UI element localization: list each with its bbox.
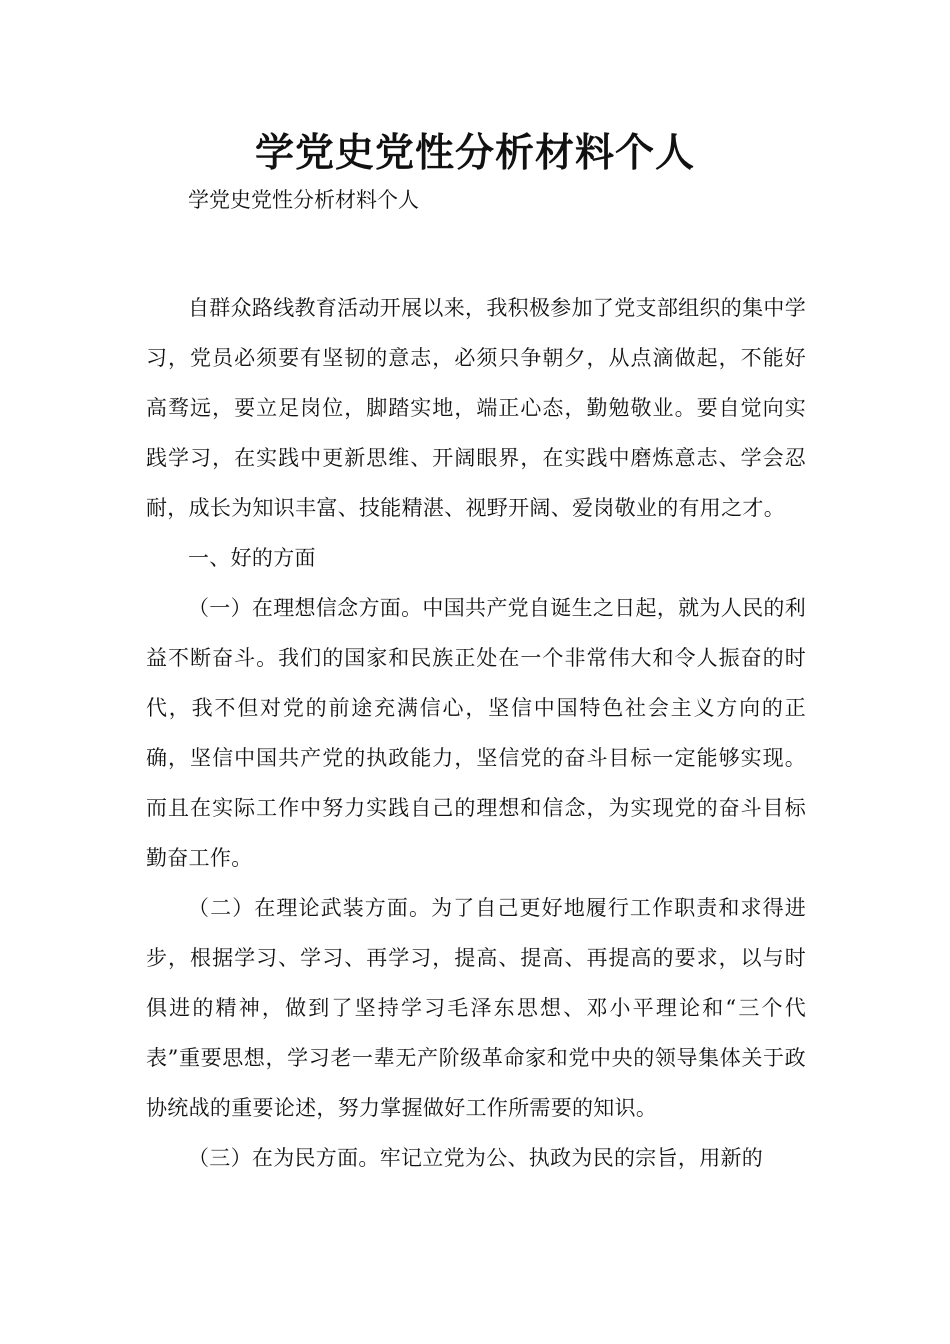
document-subtitle: 学党史党性分析材料个人 — [188, 188, 419, 212]
section-heading-good-aspects: 一、好的方面 — [188, 546, 316, 570]
paragraph-theory: （二）在理论武装方面。为了自己更好地履行工作职责和求得进步，根据学习、学习、再学习，提高、提高、再提高的要求，以与时俱进的精神，做到了坚持学习毛泽东思想、邓小平理论和“三个代表”重要思想，学习老一辈无产阶级革命家和党中央的领导集体关于政协统战的重要论述，努力掌握做好工作所需要的知识。 — [146, 896, 806, 1120]
paragraph-serving-people: （三）在为民方面。牢记立党为公、执政为民的宗旨，用新的 — [188, 1146, 764, 1170]
paragraph-intro: 自群众路线教育活动开展以来，我积极参加了党支部组织的集中学习，党员必须要有坚韧的意志，必须只争朝夕，从点滴做起，不能好高骛远，要立足岗位，脚踏实地，端正心态，勤勉敬业。要自觉向实践学习，在实践中更新思维、开阔眼界，在实践中磨炼意志、学会忍耐，成长为知识丰富、技能精湛、视野开阔、爱岗敬业的有用之才。 — [146, 296, 806, 520]
document-body — [146, 283, 806, 1183]
document-title: 学党史党性分析材料个人 — [254, 131, 695, 176]
paragraph-ideals-beliefs: （一）在理想信念方面。中国共产党自诞生之日起，就为人民的利益不断奋斗。我们的国家和民族正处在一个非常伟大和令人振奋的时代，我不但对党的前途充满信心，坚信中国特色社会主义方向的正确，坚信中国共产党的执政能力，坚信党的奋斗目标一定能够实现。而且在实际工作中努力实践自己的理想和信念，为实现党的奋斗目标勤奋工作。 — [146, 596, 806, 870]
